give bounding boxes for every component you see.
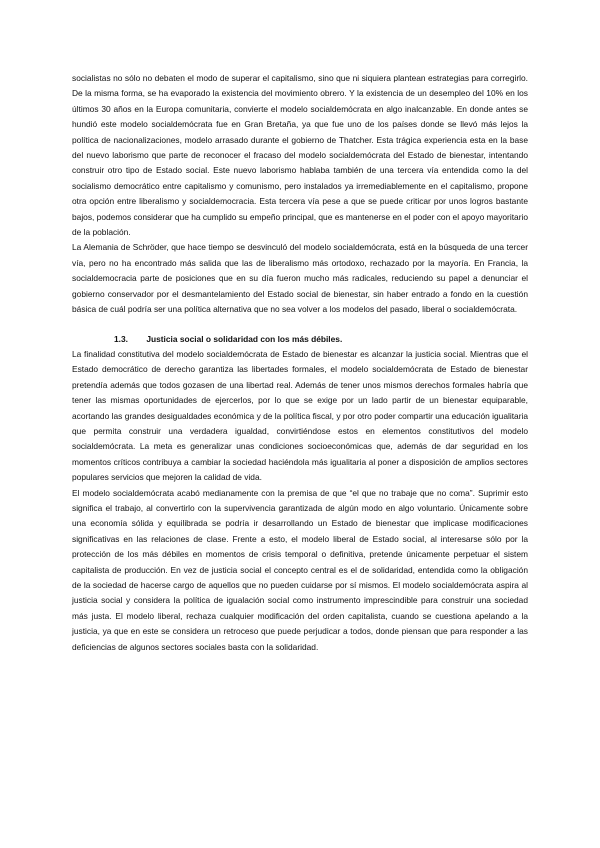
section-title: Justicia social o solidaridad con los más débiles. [146,333,343,344]
paragraph-social-justice: La finalidad constitutiva del modelo socialdemócrata de Estado de bienestar es alcanzar la justicia social. Mientras que el Estado democrático de derecho garantiza las libertades formales, el modelo socialdemócrata de Estado de bienestar pretendía además que todos gozasen de una libertad real. Además de tener unos mismos derechos formales habría que tener las mismas oportunidades de ejercerlos, por lo que se exige por un lado partir de un bienestar equiparable, acortando las grandes desigualdades económica y de la política fiscal, y por otro poder compartir una educación igualitaria que permita construir una verdadera igualdad, convirtiéndose estos en elementos constitutivos del modelo socialdemócrata. La meta es generalizar unas condiciones socioeconómicas que, además de dar seguridad en los momentos críticos contribuya a cambiar la sociedad haciéndola más igualitaria al poner a disposición de amplios sectores populares servicios que mejoren la calidad de vida. [72,348,528,483]
paragraph-capitalism: socialistas no sólo no debaten el modo de superar el capitalismo, sino que ni siquiera plantean estrategias para corregirlo. De la misma forma, se ha evaporado la existencia del movimiento obrero. Y la existencia de un desempleo del 10% en los últimos 30 años en la Europa comunitaria, convierte el modelo socialdemócrata en algo inalcanzable. En donde antes se hundió este modelo socialdemócrata fue en Gran Bretaña, ya que fue uno de los países donde se llevó más lejos la política de nacionalizaciones, modelo arrasado durante el gobierno de Thatcher. Esta trágica experiencia esta en la base del nuevo laborismo que parte de reconocer el fracaso del modelo socialdemócrata del Estado de bienestar, intentando construir otro tipo de Estado social. Este nuevo laborismo hablaba también de una tercera vía entendida como la del socialismo democrático entre capitalismo y comunismo, pero instalados ya irremediablemente en el capitalismo, propone otra opción entre liberalismo y socialdemocracia. Esta tercera vía pese a que se puede criticar por unos logros bastante bajos, podemos considerar que ha cumplido su empeño principal, que es mantenerse en el poder con el apoyo mayoritario de la población. [72,73,528,238]
paragraph-germany-france: La Alemania de Schröder, que hace tiempo se desvinculó del modelo socialdemócrata, está en la búsqueda de una tercer vía, pero no ha encontrado más salida que las de liberalismo más ortodoxo, rechazado por la mayoría. En Francia, la socialdemocracia parte de posiciones que en su día fueron mucho más radicales, reduciendo su papel a denunciar el gobierno conservador por el desmantelamiento del Estado social de bienestar, sin haber entrado a fondo en la cuestión básica de cuál podría ser una política alternativa que no sea volver a los modelos del pasado, liberal o socialdemócrata. [72,242,528,315]
document-page [72,71,528,655]
section-number: 1.3. [114,333,128,344]
paragraph-solidarity: El modelo socialdemócrata acabó medianamente con la premisa de que “el que no trabaje que no coma”. Suprimir esto significa el trabajo, al convertirlo con la supervivencia garantizada de algún modo en algo voluntario. Únicamente sobre una economía sólida y equilibrada se podría ir desarrollando un Estado de bienestar que implicase modificaciones significativas en las relaciones de clase. Frente a esto, el modelo liberal de Estado social, al interesarse sólo por la protección de los más débiles en momentos de crisis temporal o definitiva, pretende únicamente perpetuar el sistem capitalista de producción. En vez de justicia social el concepto central es el de solidaridad, entendida como la obligación de la sociedad de hacerse cargo de aquellos que no pueden cuidarse por sí mismos. El modelo socialdemócrata aspira al justicia social y considera la política de igualación social como instrumento imprescindible para construir una sociedad más justa. El modelo liberal, rechaza cualquier modificación del orden capitalista, cuando se cuestiona apelando a la justicia, ya que en este se considera un retroceso que puede perjudicar a todos, donde piensan que para responder a las deficiencias de algunos sectores sociales basta con la solidaridad. [72,487,528,652]
section-heading [72,332,528,347]
